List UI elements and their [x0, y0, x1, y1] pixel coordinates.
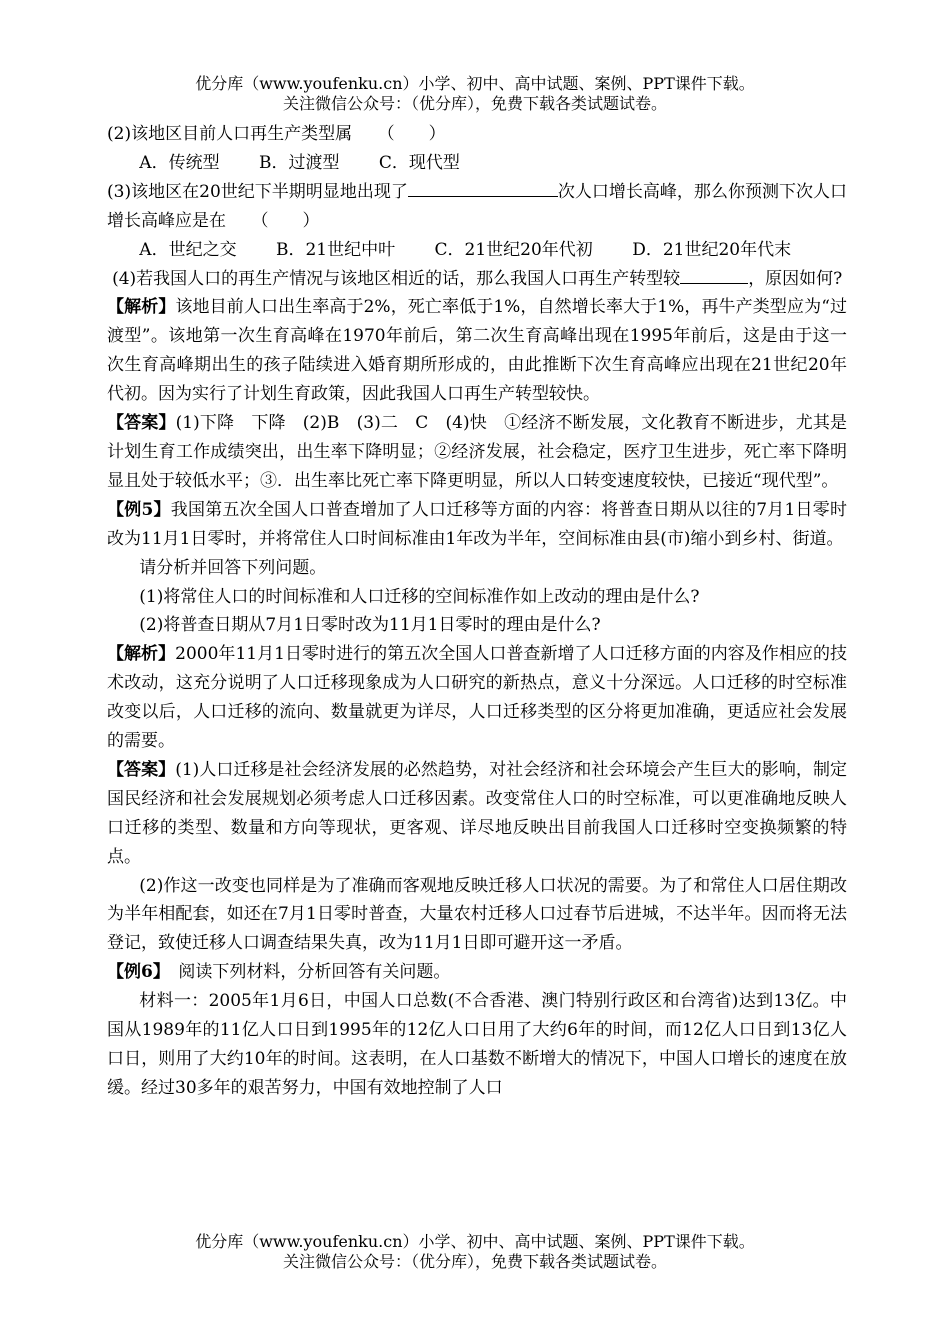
page-footer	[0, 1232, 950, 1272]
answer-paragraph-2	[107, 756, 847, 872]
example-5-paragraph	[107, 496, 847, 554]
footer-line-2: 关注微信公众号：（优分库），免费下载各类试题试卷。	[282, 1252, 667, 1271]
answer-blank	[680, 265, 748, 284]
option-d: D．21世纪20年代末	[632, 239, 792, 260]
option-c: C．21世纪20年代初	[434, 239, 593, 260]
option-b: B．过渡型	[258, 152, 340, 173]
question-3-stem-part-a: (3)该地区在20世纪下半期明显地出现了	[107, 181, 408, 202]
example-tag: 【例5】	[107, 499, 171, 520]
option-a: A．传统型	[139, 152, 220, 173]
header-line-1: 优分库（www.youfenku.cn）小学、初中、高中试题、案例、PPT课件下载。	[195, 74, 755, 93]
question-4-stem-part-a: (4)若我国人口的再生产情况与该地区相近的话，那么我国人口再生产转型较	[112, 268, 681, 289]
question-3-options	[107, 236, 847, 265]
answer-text: (1)下降 下降 (2)B (3)二 C (4)快 ①经济不断发展，文化教育不断进步，尤其是计划生育工作成绩突出，出生率下降明显；②经济发展，社会稳定，医疗卫生进步，死亡率下降明显且处于较低水平；③．出生率比死亡率下降更明显，所以人口转变速度较快，已接近“现代型”。	[107, 413, 848, 491]
option-a: A．世纪之交	[139, 239, 237, 260]
footer-line-1: 优分库（www.youfenku.cn）小学、初中、高中试题、案例、PPT课件下载。	[195, 1232, 755, 1251]
example-text: 我国第五次全国人口普查增加了人口迁移等方面的内容：将普查日期从以往的7月1日零时改为11月1日零时，并将常住人口时间标准由1年改为半年，空间标准由县(市)缩小到乡村、街道。	[107, 499, 847, 549]
example-tag: 【例6】	[107, 962, 162, 983]
answer-text: (1)人口迁移是社会经济发展的必然趋势，对社会经济和社会环境会产生巨大的影响，制定国民经济和社会发展规划必须考虑人口迁移因素。改变常住人口的时空标准，可以更准确地反映人口迁移的类型、数量和方向等现状，更客观、详尽地反映出目前我国人口迁移时空变换频繁的特点。	[107, 759, 847, 867]
page-header	[0, 74, 950, 114]
analysis-tag: 【解析】	[107, 297, 176, 318]
example-5-prompt: 请分析并回答下列问题。	[139, 557, 327, 578]
answer-blank	[408, 178, 558, 197]
question-4-stem	[107, 265, 847, 294]
example-5-question-2: (2)将普查日期从7月1日零时改为11月1日零时的理由是什么?	[139, 615, 601, 636]
document-body	[107, 120, 847, 1103]
analysis-paragraph-2	[107, 640, 847, 756]
question-3-stem-part-b: 次人口增长高峰，那么你预测下次人口增长高峰应是在 （ ）	[107, 181, 847, 231]
question-4-stem-part-b: ，原因如何?	[748, 268, 843, 289]
answer-tag: 【答案】	[107, 413, 176, 434]
analysis-paragraph-1	[107, 293, 847, 409]
example-text: 阅读下列材料，分析回答有关问题。	[161, 962, 451, 983]
answer-tag: 【答案】	[107, 759, 176, 780]
question-2-options	[107, 149, 847, 178]
question-2-stem: (2)该地区目前人口再生产类型属 （ ）	[107, 124, 446, 144]
option-b: B．21世纪中叶	[275, 239, 396, 260]
analysis-text: 2000年11月1日零时进行的第五次全国人口普查新增了人口迁移方面的内容及作相应的技术改动，这充分说明了人口迁移现象成为人口研究的新热点，意义十分深远。人口迁移的时空标准改变以后，人口迁移的流向、数量就更为详尽，人口迁移类型的区分将更加准确，更适应社会发展的需要。	[107, 644, 847, 752]
example-6-paragraph	[107, 958, 847, 987]
answer-paragraph-1	[107, 409, 847, 496]
example-5-question-1: (1)将常住人口的时间标准和人口迁移的空间标准作如上改动的理由是什么?	[139, 586, 700, 607]
option-c: C．现代型	[378, 152, 460, 173]
question-3-stem	[107, 178, 847, 236]
answer-paragraph-2-part-2: (2)作这一改变也同样是为了准确而客观地反映迁移人口状况的需要。为了和常住人口居住期改为半年相配套，如还在7月1日零时普查，大量农村迁移人口过春节后进城，不达半年。因而将无法登记，致使迁移人口调查结果失真，改为11月1日即可避开这一矛盾。	[107, 875, 847, 954]
analysis-text: 该地目前人口出生率高于2%，死亡率低于1%，自然增长率大于1%，再牛产类型应为“过渡型”。该地第一次生育高峰在1970年前后，第二次生育高峰出现在1995年前后，这是由于这一次生育高峰期出生的孩子陆续进入婚育期所形成的，由此推断下次生育高峰应出现在21世纪20年代初。因为实行了计划生育政策，因此我国人口再生产转型较快。	[107, 297, 847, 405]
material-1-paragraph: 材料一：2005年1月6日，中国人口总数(不合香港、澳门特别行政区和台湾省)达到13亿。中国从1989年的11亿人口日到1995年的12亿人口日用了大约6年的时间，而12亿人口日到13亿人口日，则用了大约10年的时间。这表明，在人口基数不断增大的情况下，中国人口增长的速度在放缓。经过30多年的艰苦努力，中国有效地控制了人口	[107, 991, 847, 1098]
header-line-2: 关注微信公众号：（优分库），免费下载各类试题试卷。	[282, 94, 667, 113]
analysis-tag: 【解析】	[107, 644, 176, 665]
